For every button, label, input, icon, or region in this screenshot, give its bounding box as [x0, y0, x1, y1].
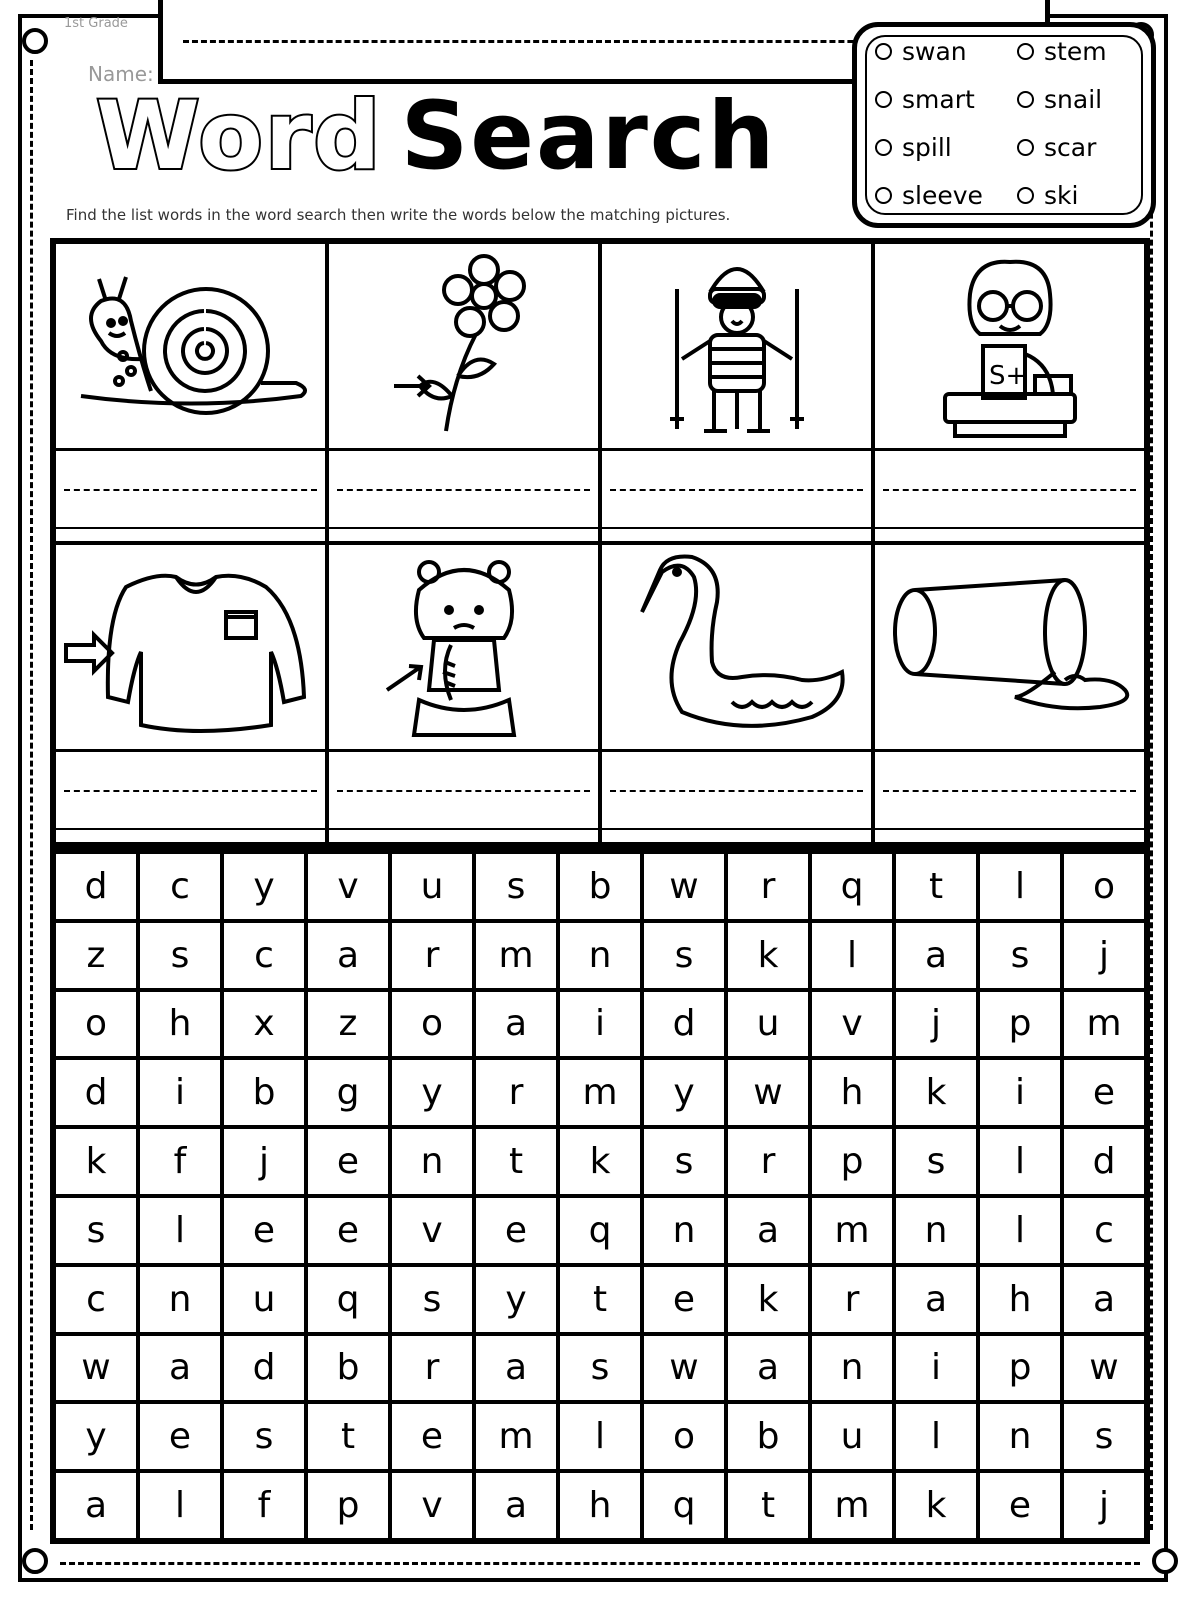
hole-punch-icon: [22, 28, 48, 54]
letter-cell[interactable]: m: [810, 1471, 894, 1540]
letter-cell[interactable]: e: [978, 1471, 1062, 1540]
word-label: swan: [902, 37, 967, 66]
letter-cell[interactable]: w: [642, 852, 726, 921]
letter-cell[interactable]: a: [894, 921, 978, 990]
letter-cell[interactable]: s: [138, 921, 222, 990]
answer-dashed-line: [883, 790, 1136, 792]
letter-cell[interactable]: y: [54, 1402, 138, 1471]
word-label: snail: [1044, 85, 1103, 114]
letter-cell[interactable]: q: [306, 1265, 390, 1334]
letter-cell[interactable]: w: [1062, 1334, 1146, 1403]
letter-cell[interactable]: r: [810, 1265, 894, 1334]
letter-cell[interactable]: y: [474, 1265, 558, 1334]
letter-cell[interactable]: e: [390, 1402, 474, 1471]
picture-cell: [54, 543, 327, 844]
answer-lines[interactable]: [602, 448, 871, 541]
word-list-item[interactable]: [875, 37, 967, 66]
picture-cell: [873, 242, 1146, 543]
letter-cell[interactable]: w: [54, 1334, 138, 1403]
letter-cell[interactable]: a: [894, 1265, 978, 1334]
letter-cell[interactable]: a: [1062, 1265, 1146, 1334]
word-list-item[interactable]: [1017, 133, 1096, 162]
letter-cell[interactable]: r: [726, 852, 810, 921]
word-label: ski: [1044, 181, 1079, 210]
letter-cell[interactable]: l: [810, 921, 894, 990]
word-label: smart: [902, 85, 975, 114]
answer-base-line: [329, 828, 598, 830]
letter-cell[interactable]: b: [726, 1402, 810, 1471]
letter-cell[interactable]: n: [138, 1265, 222, 1334]
letter-cell[interactable]: f: [222, 1471, 306, 1540]
answer-dashed-line: [610, 489, 863, 491]
letter-cell[interactable]: o: [642, 1402, 726, 1471]
word-list-item[interactable]: [875, 181, 983, 210]
letter-cell[interactable]: n: [978, 1402, 1062, 1471]
letter-cell[interactable]: j: [1062, 1471, 1146, 1540]
picture-cell: [873, 543, 1146, 844]
checkbox-circle-icon[interactable]: [875, 91, 892, 108]
letter-cell[interactable]: r: [474, 1058, 558, 1127]
letter-cell[interactable]: s: [1062, 1402, 1146, 1471]
answer-base-line: [875, 828, 1144, 830]
letter-cell[interactable]: y: [390, 1058, 474, 1127]
letter-cell[interactable]: w: [642, 1334, 726, 1403]
letter-cell[interactable]: i: [138, 1058, 222, 1127]
letter-cell[interactable]: e: [474, 1196, 558, 1265]
letter-cell[interactable]: r: [390, 1334, 474, 1403]
word-label: scar: [1044, 133, 1097, 162]
letter-cell[interactable]: k: [54, 1127, 138, 1196]
letter-cell[interactable]: u: [726, 990, 810, 1059]
letter-cell[interactable]: n: [810, 1334, 894, 1403]
grade-label: 1st Grade: [64, 16, 128, 31]
letter-cell[interactable]: f: [138, 1127, 222, 1196]
checkbox-circle-icon[interactable]: [1017, 43, 1034, 60]
letter-cell[interactable]: e: [642, 1265, 726, 1334]
letter-cell[interactable]: a: [306, 921, 390, 990]
letter-cell[interactable]: n: [558, 921, 642, 990]
letter-cell[interactable]: m: [1062, 990, 1146, 1059]
letter-cell[interactable]: b: [558, 852, 642, 921]
letter-cell[interactable]: a: [474, 1471, 558, 1540]
letter-cell[interactable]: i: [558, 990, 642, 1059]
answer-base-line: [602, 527, 871, 529]
picture-grid: [50, 238, 1150, 848]
checkbox-circle-icon[interactable]: [875, 43, 892, 60]
letter-cell[interactable]: l: [894, 1402, 978, 1471]
word-label: spill: [902, 133, 952, 162]
letter-cell[interactable]: g: [306, 1058, 390, 1127]
letter-cell[interactable]: c: [222, 921, 306, 990]
letter-cell[interactable]: m: [810, 1196, 894, 1265]
letter-cell[interactable]: p: [978, 1334, 1062, 1403]
answer-lines[interactable]: [329, 749, 598, 842]
letter-cell[interactable]: a: [726, 1334, 810, 1403]
flower-stem-icon: [384, 256, 544, 436]
letter-cell[interactable]: l: [978, 1196, 1062, 1265]
word-list-item[interactable]: [1017, 37, 1107, 66]
letter-cell[interactable]: j: [1062, 921, 1146, 990]
letter-cell[interactable]: l: [138, 1196, 222, 1265]
svg-text:S+: S+: [988, 360, 1027, 391]
letter-cell[interactable]: a: [726, 1196, 810, 1265]
letter-cell[interactable]: v: [306, 852, 390, 921]
picture-cell: [54, 242, 327, 543]
answer-dashed-line: [64, 790, 317, 792]
letter-cell[interactable]: h: [978, 1265, 1062, 1334]
answer-lines[interactable]: [56, 448, 325, 541]
letter-cell[interactable]: h: [138, 990, 222, 1059]
checkbox-circle-icon[interactable]: [875, 187, 892, 204]
answer-lines[interactable]: [875, 749, 1144, 842]
letter-cell[interactable]: l: [978, 1127, 1062, 1196]
answer-lines[interactable]: [56, 749, 325, 842]
letter-cell[interactable]: a: [138, 1334, 222, 1403]
letter-cell[interactable]: l: [558, 1402, 642, 1471]
letter-cell[interactable]: k: [726, 921, 810, 990]
letter-cell[interactable]: y: [222, 852, 306, 921]
letter-cell[interactable]: q: [810, 852, 894, 921]
letter-cell[interactable]: t: [306, 1402, 390, 1471]
letter-cell[interactable]: c: [1062, 1196, 1146, 1265]
letter-cell[interactable]: s: [978, 921, 1062, 990]
letter-cell[interactable]: h: [810, 1058, 894, 1127]
word-list-item[interactable]: [875, 85, 975, 114]
shirt-sleeve-icon: [66, 557, 316, 737]
letter-cell[interactable]: a: [54, 1471, 138, 1540]
letter-cell[interactable]: q: [642, 1471, 726, 1540]
letter-cell[interactable]: e: [222, 1196, 306, 1265]
letter-cell[interactable]: s: [642, 921, 726, 990]
letter-cell[interactable]: a: [474, 990, 558, 1059]
letter-cell[interactable]: m: [558, 1058, 642, 1127]
letter-cell[interactable]: u: [390, 852, 474, 921]
letter-cell[interactable]: c: [138, 852, 222, 921]
checkbox-circle-icon[interactable]: [875, 139, 892, 156]
answer-base-line: [56, 527, 325, 529]
letter-cell[interactable]: n: [894, 1196, 978, 1265]
hole-punch-icon: [22, 1548, 48, 1574]
letter-cell[interactable]: t: [894, 852, 978, 921]
letter-cell[interactable]: u: [810, 1402, 894, 1471]
letter-cell[interactable]: e: [306, 1127, 390, 1196]
word-label: stem: [1044, 37, 1107, 66]
smart-student-icon: [935, 254, 1085, 439]
letter-cell[interactable]: n: [390, 1127, 474, 1196]
letter-cell[interactable]: e: [1062, 1058, 1146, 1127]
letter-cell[interactable]: s: [390, 1265, 474, 1334]
spilled-glass-icon: [885, 572, 1135, 722]
letter-cell[interactable]: t: [726, 1471, 810, 1540]
word-list-item[interactable]: [875, 133, 952, 162]
letter-cell[interactable]: y: [642, 1058, 726, 1127]
snail-icon: [71, 271, 311, 421]
letter-cell[interactable]: r: [390, 921, 474, 990]
answer-dashed-line: [610, 790, 863, 792]
answer-lines[interactable]: [602, 749, 871, 842]
letter-cell[interactable]: p: [978, 990, 1062, 1059]
letter-cell[interactable]: o: [390, 990, 474, 1059]
letter-cell[interactable]: v: [390, 1196, 474, 1265]
letter-cell[interactable]: m: [474, 921, 558, 990]
picture-cell: [600, 242, 873, 543]
letter-cell[interactable]: d: [222, 1334, 306, 1403]
picture-cell: [327, 543, 600, 844]
frame-dashed-line-left: [30, 60, 33, 1530]
letter-cell[interactable]: s: [474, 852, 558, 921]
word-label: sleeve: [902, 181, 983, 210]
letter-cell[interactable]: a: [474, 1334, 558, 1403]
answer-base-line: [875, 527, 1144, 529]
letter-cell[interactable]: o: [54, 990, 138, 1059]
word-list-box: [852, 22, 1156, 228]
answer-dashed-line: [64, 489, 317, 491]
answer-lines[interactable]: [329, 448, 598, 541]
letter-cell[interactable]: k: [558, 1127, 642, 1196]
answer-base-line: [56, 828, 325, 830]
letter-cell[interactable]: k: [726, 1265, 810, 1334]
letter-cell[interactable]: j: [222, 1127, 306, 1196]
letter-cell[interactable]: m: [474, 1402, 558, 1471]
letter-cell[interactable]: c: [54, 1265, 138, 1334]
letter-cell[interactable]: i: [894, 1334, 978, 1403]
letter-cell[interactable]: v: [810, 990, 894, 1059]
instructions: Find the list words in the word search then write the words below the matching pictures.: [66, 206, 731, 224]
letter-cell[interactable]: q: [558, 1196, 642, 1265]
word-list-item[interactable]: [1017, 181, 1078, 210]
letter-cell[interactable]: w: [726, 1058, 810, 1127]
letter-cell[interactable]: x: [222, 990, 306, 1059]
answer-dashed-line: [883, 489, 1136, 491]
checkbox-circle-icon[interactable]: [1017, 91, 1034, 108]
answer-lines[interactable]: [875, 448, 1144, 541]
girl-scar-icon: [379, 550, 549, 745]
letter-cell[interactable]: v: [390, 1471, 474, 1540]
letter-cell[interactable]: s: [894, 1127, 978, 1196]
skier-icon: [652, 249, 822, 444]
letter-cell[interactable]: r: [726, 1127, 810, 1196]
letter-cell[interactable]: b: [222, 1058, 306, 1127]
letter-cell[interactable]: e: [306, 1196, 390, 1265]
letter-cell[interactable]: p: [306, 1471, 390, 1540]
answer-base-line: [602, 828, 871, 830]
letter-cell[interactable]: b: [306, 1334, 390, 1403]
swan-icon: [622, 552, 852, 742]
letter-cell[interactable]: u: [222, 1265, 306, 1334]
checkbox-circle-icon[interactable]: [1017, 187, 1034, 204]
letter-cell[interactable]: z: [54, 921, 138, 990]
letter-cell[interactable]: o: [1062, 852, 1146, 921]
letter-cell[interactable]: e: [138, 1402, 222, 1471]
checkbox-circle-icon[interactable]: [1017, 139, 1034, 156]
letter-cell[interactable]: k: [894, 1471, 978, 1540]
answer-dashed-line: [337, 790, 590, 792]
letter-cell[interactable]: i: [978, 1058, 1062, 1127]
name-label: Name:: [88, 62, 154, 86]
frame-dashed-line-right: [1150, 60, 1153, 1530]
answer-dashed-line: [337, 489, 590, 491]
hole-punch-icon: [1152, 1548, 1178, 1574]
letter-cell[interactable]: d: [54, 852, 138, 921]
letter-cell[interactable]: h: [558, 1471, 642, 1540]
letter-cell[interactable]: t: [474, 1127, 558, 1196]
letter-cell[interactable]: j: [894, 990, 978, 1059]
letter-cell[interactable]: l: [978, 852, 1062, 921]
letter-cell[interactable]: s: [222, 1402, 306, 1471]
letter-cell[interactable]: s: [558, 1334, 642, 1403]
frame-dashed-line-bottom: [60, 1562, 1140, 1565]
letter-cell[interactable]: l: [138, 1471, 222, 1540]
answer-base-line: [329, 527, 598, 529]
letter-cell[interactable]: s: [642, 1127, 726, 1196]
letter-cell[interactable]: k: [894, 1058, 978, 1127]
letter-cell[interactable]: s: [54, 1196, 138, 1265]
picture-cell: [600, 543, 873, 844]
title-search: Search: [400, 82, 777, 191]
letter-cell[interactable]: d: [54, 1058, 138, 1127]
letter-cell[interactable]: d: [1062, 1127, 1146, 1196]
page-title: [96, 82, 777, 191]
letter-cell[interactable]: p: [810, 1127, 894, 1196]
letter-cell[interactable]: z: [306, 990, 390, 1059]
picture-cell: [327, 242, 600, 543]
word-list-item[interactable]: [1017, 85, 1102, 114]
letter-cell[interactable]: t: [558, 1265, 642, 1334]
letter-cell[interactable]: d: [642, 990, 726, 1059]
title-word: Word: [96, 82, 383, 191]
word-search-grid: [50, 848, 1150, 1544]
letter-cell[interactable]: n: [642, 1196, 726, 1265]
